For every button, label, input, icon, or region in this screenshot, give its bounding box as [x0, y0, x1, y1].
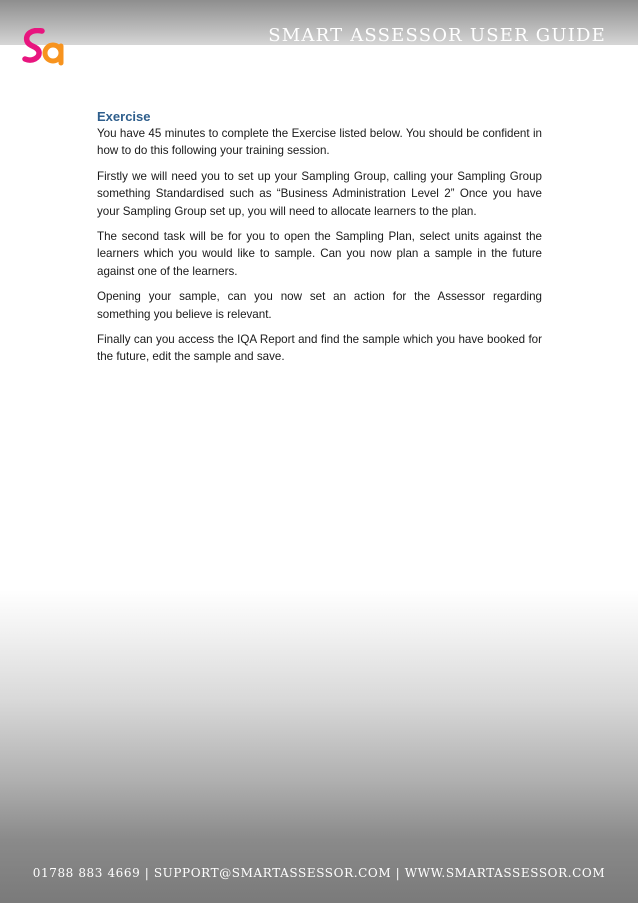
- footer-contact-line: 01788 883 4669 | SUPPORT@SMARTASSESSOR.COM | WWW.SMARTASSESSOR.COM: [32, 866, 606, 880]
- exercise-paragraph-intro: You have 45 minutes to complete the Exercise listed below. You should be confident in how to do this following your training session.: [97, 127, 542, 158]
- exercise-paragraph-sampling-plan: The second task will be for you to open the Sampling Plan, select units against the learners which you would like to sample. Can you now plan a sample in the future against one of the learners.: [97, 230, 542, 278]
- exercise-paragraph-set-action: Opening your sample, can you now set an action for the Assessor regarding something you believe is relevant.: [97, 290, 542, 321]
- header-title: SMART ASSESSOR USER GUIDE: [268, 25, 606, 46]
- exercise-paragraph-sampling-group: Firstly we will need you to set up your Sampling Group, calling your Sampling Group something Standardised such as “Business Administration Level 2” Once you have your Sampling Group set up, you will need to allocate learners to the plan.: [97, 169, 542, 218]
- exercise-heading: Exercise: [97, 109, 151, 124]
- exercise-paragraph-iqa-report: Finally can you access the IQA Report and find the sample which you have booked for the future, edit the sample and save.: [97, 333, 542, 364]
- exercise-section: [97, 108, 542, 374]
- smart-assessor-logo-icon: [22, 28, 66, 68]
- header-bar: [0, 0, 638, 45]
